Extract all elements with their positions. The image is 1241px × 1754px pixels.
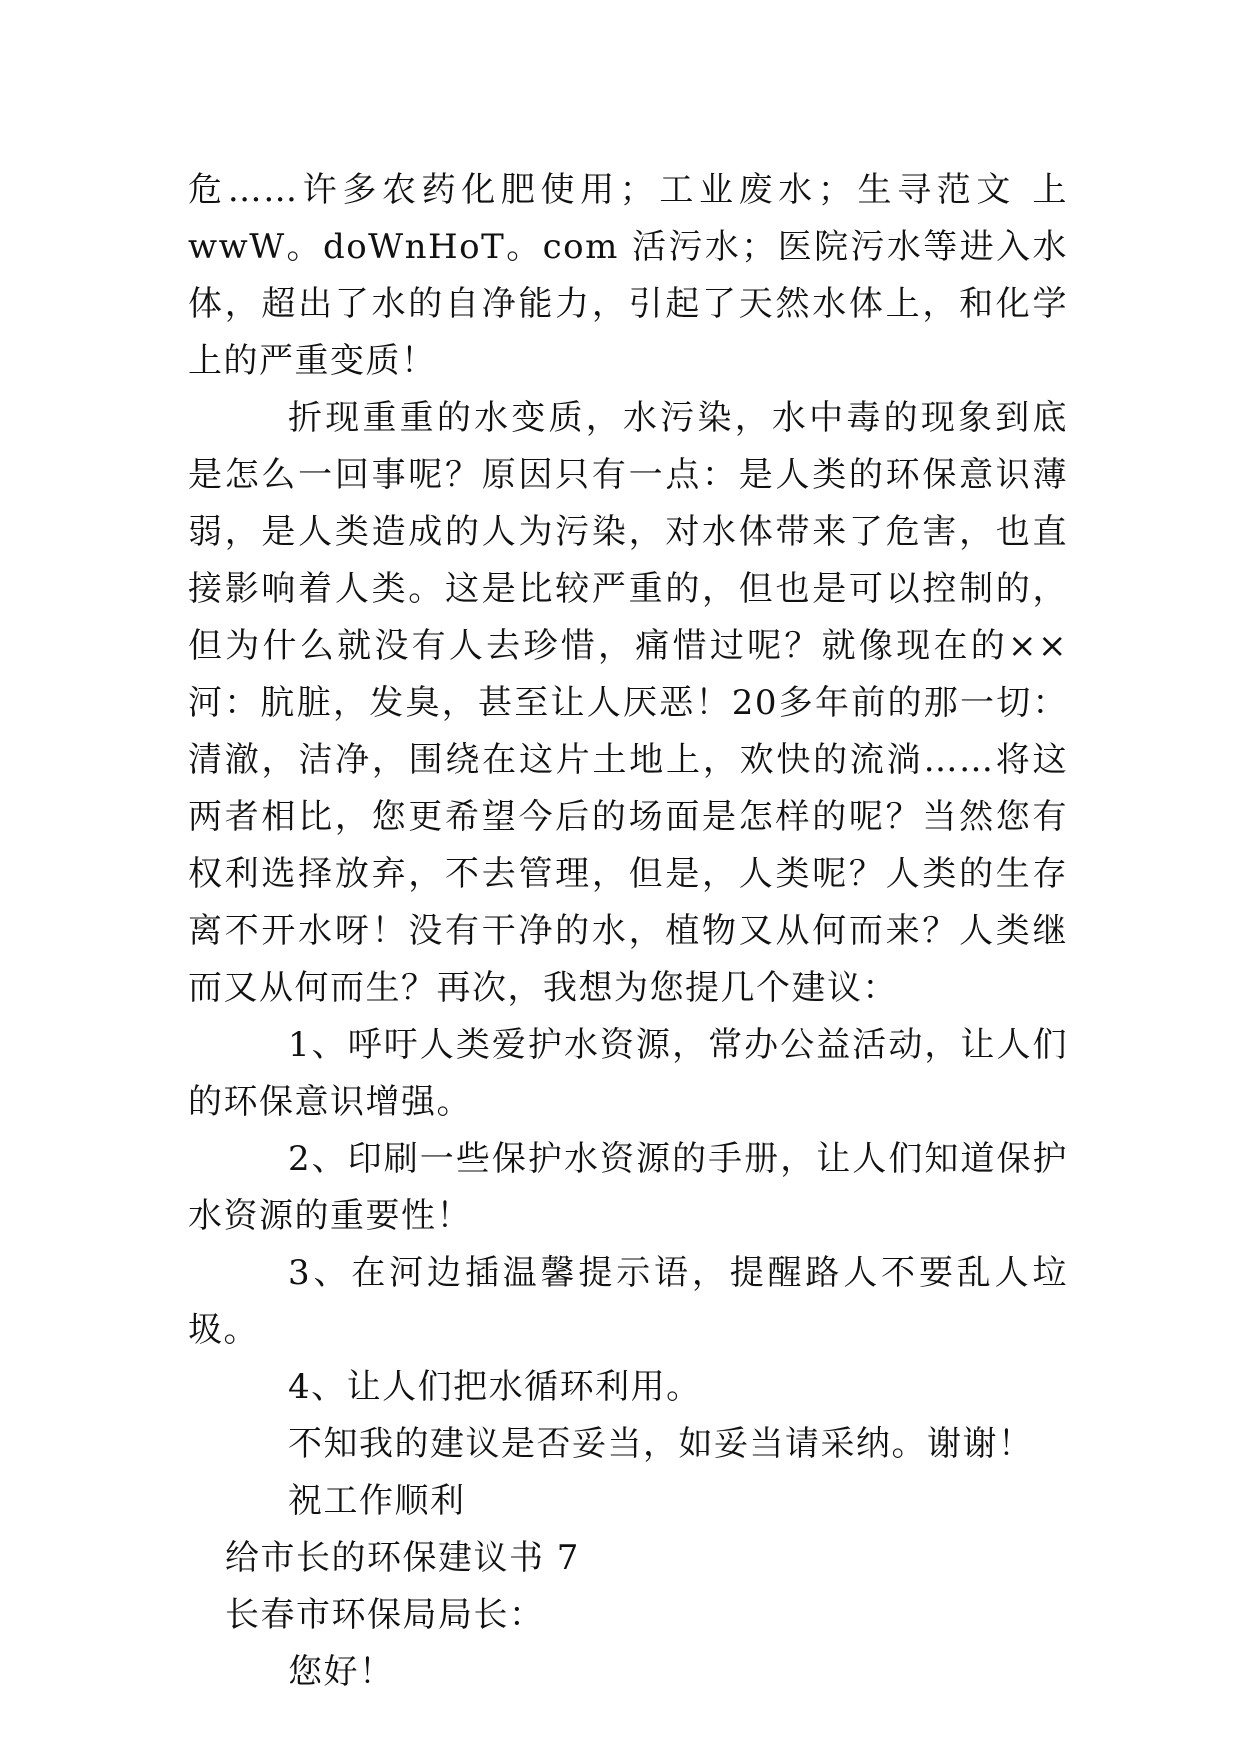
closing-line: 不知我的建议是否妥当，如妥当请采纳。谢谢！	[288, 1424, 1034, 1464]
suggestion-item-3: 3、在河边插温馨提示语，提醒路人不要乱人垃圾。	[188, 1253, 1068, 1350]
suggestion-item-4: 4、让人们把水循环利用。	[288, 1367, 702, 1407]
suggestion-item-1: 1、呼吁人类爱护水资源，常办公益活动，让人们的环保意识增强。	[188, 1025, 1068, 1122]
paragraph-problem-analysis: 折现重重的水变质，水污染，水中毒的现象到底是怎么一回事呢？原因只有一点：是人类的环保意识薄弱，是人类造成的人为污染，对水体带来了危害，也直接影响着人类。这是比较严重的，但也是可以控制的，但为什么就没有人去珍惜，痛惜过呢？就像现在的××河：肮脏，发臭，甚至让人厌恶！20多年前的那一切：清澈，洁净，围绕在这片土地上，欢快的流淌……将这两者相比，您更希望今后的场面是怎样的呢？当然您有权利选择放弃，不去管理，但是，人类呢？人类的生存离不开水呀！没有干净的水，植物又从何而来？人类继而又从何而生？再次，我想为您提几个建议：	[188, 398, 1068, 1008]
salutation-line: 长春市环保局局长：	[225, 1595, 545, 1635]
wish-line: 祝工作顺利	[288, 1481, 466, 1521]
greeting-line: 您好！	[288, 1652, 395, 1692]
paragraph-pollution-causes: 危……许多农药化肥使用；工业废水；生寻范文 上 wwW。doWnHoT。com 活污水；医院污水等进入水体，超出了水的自净能力，引起了天然水体上，和化学上的严重变质！	[188, 170, 1068, 381]
section-title: 给市长的环保建议书 7	[225, 1538, 580, 1578]
document-body	[188, 162, 1068, 1701]
suggestion-item-2: 2、印刷一些保护水资源的手册，让人们知道保护水资源的重要性！	[188, 1139, 1068, 1236]
